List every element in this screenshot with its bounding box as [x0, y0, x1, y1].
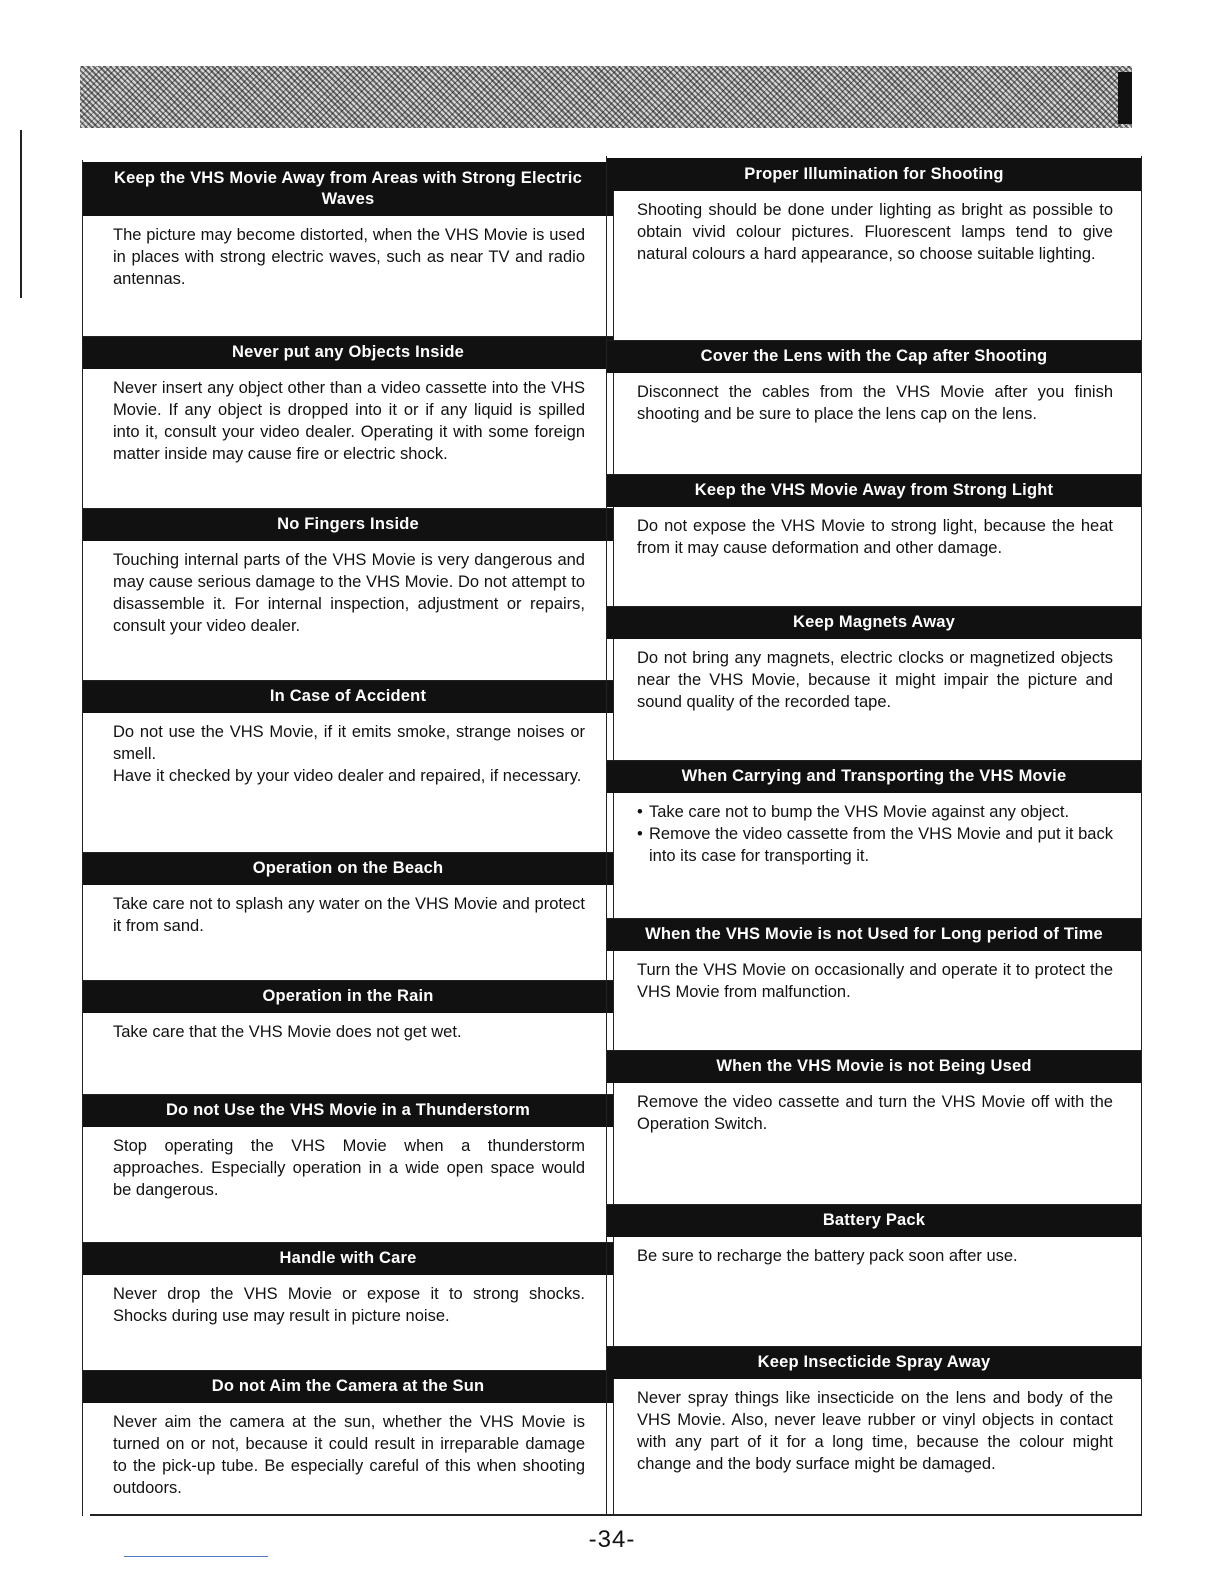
body-text: Never aim the camera at the sun, whether the VHS Movie is turned on or not, because it could result in irreparable damage to the pick-up tube. Be especially careful of this when shooting outdoors. — [113, 1413, 585, 1497]
section-title: Keep the VHS Movie Away from Strong Light — [607, 474, 1141, 507]
section-title: Never put any Objects Inside — [83, 336, 613, 369]
section-body — [607, 951, 1141, 1003]
section-body — [607, 793, 1141, 867]
bullet-item: • Take care not to bump the VHS Movie against any object. — [637, 801, 1113, 823]
section-divider — [607, 1204, 1141, 1205]
section-divider — [607, 606, 1141, 607]
section-body — [83, 216, 613, 290]
body-text: Do not use the VHS Movie, if it emits smoke, strange noises or smell. — [113, 723, 585, 763]
section-body — [83, 713, 613, 787]
section-title: Operation in the Rain — [83, 980, 613, 1013]
section — [83, 1370, 613, 1499]
section-divider — [607, 474, 1141, 475]
header-banner — [80, 66, 1132, 128]
section — [607, 606, 1141, 713]
section-body — [607, 191, 1141, 265]
body-text: Have it checked by your video dealer and repaired, if necessary. — [113, 767, 582, 785]
section-divider — [607, 1050, 1141, 1051]
body-text: Turn the VHS Movie on occasionally and operate it to protect the VHS Movie from malfunction. — [637, 961, 1113, 1001]
section-body — [83, 885, 613, 937]
section-divider — [83, 508, 613, 509]
section-divider — [83, 336, 613, 337]
body-text: Take care that the VHS Movie does not get wet. — [113, 1023, 462, 1041]
section-title: Keep the VHS Movie Away from Areas with Strong Electric Waves — [83, 162, 613, 216]
margin-line — [20, 130, 22, 298]
section-divider — [607, 918, 1141, 919]
section — [607, 1204, 1141, 1267]
left-column — [82, 160, 614, 1516]
section — [607, 1050, 1141, 1135]
section — [83, 1094, 613, 1201]
banner-end-mark — [1118, 72, 1132, 124]
section-body — [607, 1083, 1141, 1135]
page-number: -34- — [588, 1526, 636, 1553]
bullet-list — [637, 801, 1113, 867]
section-title: Do not Aim the Camera at the Sun — [83, 1370, 613, 1403]
body-text: Shooting should be done under lighting as bright as possible to obtain vivid colour pictures. Fluorescent lamps tend to give natural colours a hard appearance, so choose suitable lighting. — [637, 201, 1113, 263]
section-title: Do not Use the VHS Movie in a Thunderstorm — [83, 1094, 613, 1127]
section-body — [83, 1127, 613, 1201]
section-title: When the VHS Movie is not Being Used — [607, 1050, 1141, 1083]
section — [607, 158, 1141, 265]
section-body — [607, 1379, 1141, 1475]
section-body — [607, 639, 1141, 713]
footer-line — [124, 1556, 268, 1557]
body-text: Stop operating the VHS Movie when a thunderstorm approaches. Especially operation in a wide open space would be dangerous. — [113, 1137, 585, 1199]
section — [83, 162, 613, 290]
body-text: Be sure to recharge the battery pack soon after use. — [637, 1247, 1018, 1265]
section — [83, 852, 613, 937]
body-text: Touching internal parts of the VHS Movie is very dangerous and may cause serious damage to the VHS Movie. Do not attempt to disassemble it. For internal inspection, adjustment or repairs, consult your video dealer. — [113, 551, 585, 635]
section — [83, 1242, 613, 1327]
section-body — [607, 373, 1141, 425]
section — [83, 980, 613, 1043]
body-text: Do not expose the VHS Movie to strong light, because the heat from it may cause deformation and other damage. — [637, 517, 1113, 557]
section-divider — [83, 1242, 613, 1243]
body-text: Take care not to splash any water on the VHS Movie and protect it from sand. — [113, 895, 585, 935]
body-text: Never spray things like insecticide on the lens and body of the VHS Movie. Also, never leave rubber or vinyl objects in contact with any part of it for a long time, because the colour might change and the body surface might be damaged. — [637, 1389, 1113, 1473]
section — [607, 474, 1141, 559]
section-divider — [607, 340, 1141, 341]
section-title: When the VHS Movie is not Used for Long period of Time — [607, 918, 1141, 951]
bottom-rule — [90, 1514, 1142, 1516]
section-body — [607, 507, 1141, 559]
section-divider — [607, 1346, 1141, 1347]
section — [83, 680, 613, 787]
section-title: No Fingers Inside — [83, 508, 613, 541]
section-body — [607, 1237, 1141, 1267]
section-body — [83, 541, 613, 637]
section-title: Keep Insecticide Spray Away — [607, 1346, 1141, 1379]
section-divider — [83, 852, 613, 853]
section-body — [83, 1013, 613, 1043]
section-divider — [83, 1094, 613, 1095]
section — [83, 508, 613, 637]
section-divider — [83, 680, 613, 681]
section-title: Operation on the Beach — [83, 852, 613, 885]
section — [607, 340, 1141, 425]
body-text: Do not bring any magnets, electric clocks or magnetized objects near the VHS Movie, because it might impair the picture and sound quality of the recorded tape. — [637, 649, 1113, 711]
body-text: Remove the video cassette and turn the VHS Movie off with the Operation Switch. — [637, 1093, 1113, 1133]
body-text: Never insert any object other than a video cassette into the VHS Movie. If any object is dropped into it or if any liquid is spilled into it, consult your video dealer. Operating it with some foreign matter inside may cause fire or electric shock. — [113, 379, 585, 463]
body-text: Never drop the VHS Movie or expose it to strong shocks. Shocks during use may result in picture noise. — [113, 1285, 585, 1325]
body-text: The picture may become distorted, when the VHS Movie is used in places with strong electric waves, such as near TV and radio antennas. — [113, 226, 585, 288]
section-body — [83, 1403, 613, 1499]
section-title: Cover the Lens with the Cap after Shooting — [607, 340, 1141, 373]
section-title: Battery Pack — [607, 1204, 1141, 1237]
bullet-item: • Remove the video cassette from the VHS Movie and put it back into its case for transporting it. — [637, 823, 1113, 867]
section-divider — [607, 760, 1141, 761]
section-title: Proper Illumination for Shooting — [607, 158, 1141, 191]
section-divider — [83, 980, 613, 981]
section — [607, 1346, 1141, 1475]
section — [607, 760, 1141, 867]
section — [83, 336, 613, 465]
section-title: Handle with Care — [83, 1242, 613, 1275]
section-body — [83, 1275, 613, 1327]
section-body — [83, 369, 613, 465]
section — [607, 918, 1141, 1003]
body-text: Disconnect the cables from the VHS Movie after you finish shooting and be sure to place the lens cap on the lens. — [637, 383, 1113, 423]
section-title: When Carrying and Transporting the VHS Movie — [607, 760, 1141, 793]
section-title: In Case of Accident — [83, 680, 613, 713]
section-title: Keep Magnets Away — [607, 606, 1141, 639]
right-column — [606, 156, 1142, 1514]
section-divider — [83, 1370, 613, 1371]
